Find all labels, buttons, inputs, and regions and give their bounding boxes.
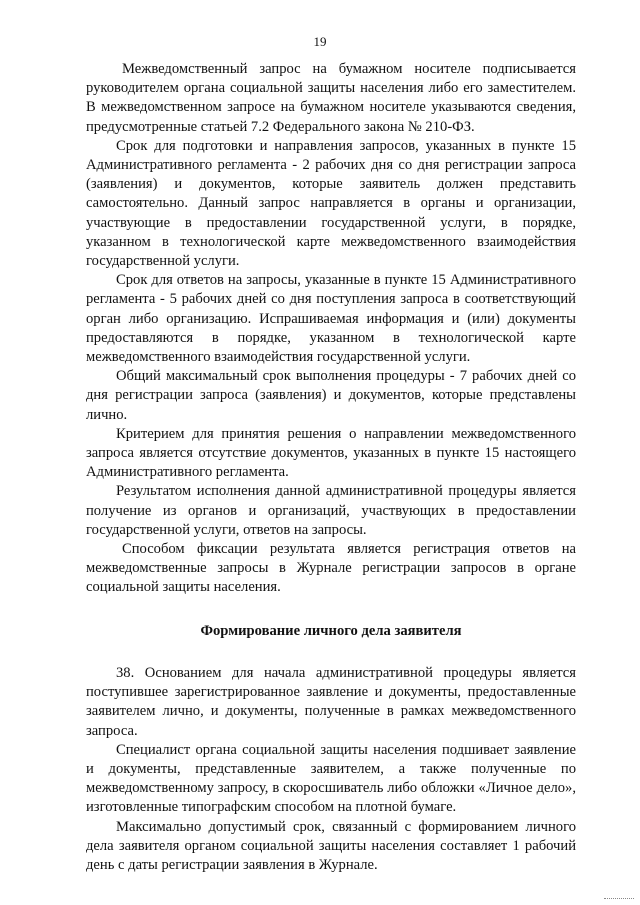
- scan-corner-mark: [604, 898, 634, 903]
- paragraph-response-deadline: Срок для ответов на запросы, указанные в пункте 15 Административного регламента - 5 рабочих дней со дня поступления запроса в соответствующий орган либо организацию. Испрашиваемая информация и (или) документы предоставляются в порядке, указанном в технологической карте межведомственного взаимодействия государственной услуги.: [86, 272, 576, 366]
- page-number: 19: [313, 34, 327, 49]
- paragraph-38-basis: 38. Основанием для начала административной процедуры является поступившее зарегистрированное заявление и документы, предоставленные заявителем лично, и документы, полученные в рамках межведомственного запроса.: [86, 664, 576, 739]
- paragraph-total-procedure-deadline: Общий максимальный срок выполнения процедуры - 7 рабочих дней со дня регистрации запроса (заявления) и документов, которые представлены лично.: [86, 368, 576, 423]
- paragraph-result-recording: Способом фиксации результата является регистрация ответов на межведомственные запросы в Журнале регистрации запросов в органе социальной защиты населения.: [86, 541, 576, 596]
- paragraph-decision-criterion: Критерием для принятия решения о направлении межведомственного запроса является отсутствие документов, указанных в пункте 15 настоящего Административного регламента.: [86, 425, 576, 481]
- paragraph-procedure-result: Результатом исполнения данной административной процедуры является получение из органов и организаций, участвующих в предоставлении государственной услуги, ответов на запросы.: [86, 483, 576, 538]
- paragraph-interagency-request-signing: Межведомственный запрос на бумажном носителе подписывается руководителем органа социальной защиты населения либо его заместителем. В межведомственном запросе на бумажном носителе указываются сведения, предусмотренные статьей 7.2 Федерального закона № 210-ФЗ.: [86, 61, 576, 135]
- paragraph-max-deadline: Максимально допустимый срок, связанный с формированием личного дела заявителя органом социальной защиты населения составляет 1 рабочий день с даты регистрации заявления в Журнале.: [86, 818, 576, 873]
- section-heading: Формирование личного дела заявителя: [200, 622, 462, 639]
- document-body: [86, 60, 576, 875]
- paragraph-request-preparation-deadline: Срок для подготовки и направления запросов, указанных в пункте 15 Административного регламента - 2 рабочих дня со дня регистрации запроса (заявления) и документов, которые заявитель должен представить самостоятельно. Данный запрос направляется в органы и организации, участвующие в предоставлении государственной услуги, в порядке, указанном в технологической карте межведомственного взаимодействия государственной услуги.: [86, 137, 576, 270]
- paragraph-specialist-filing: Специалист органа социальной защиты населения подшивает заявление и документы, представленные заявителем, а также полученные по межведомственному запросу, в скоросшиватель либо обложки «Личное дело», изготовленные типографским способом на плотной бумаге.: [86, 741, 576, 816]
